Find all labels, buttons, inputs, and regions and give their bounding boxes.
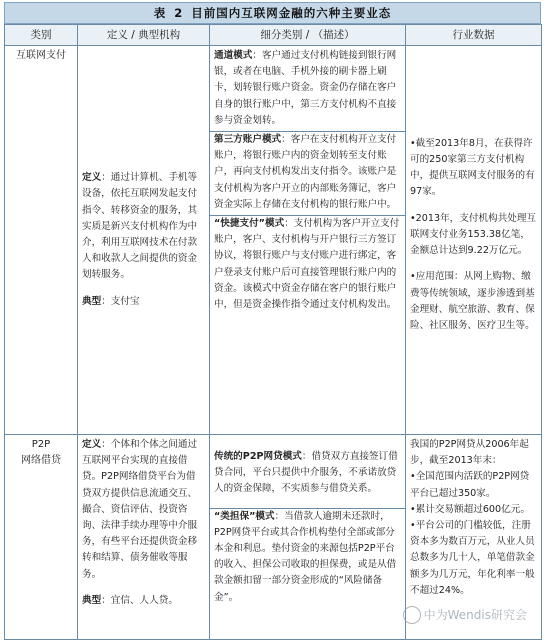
list-item: 传统的P2P网贷模式：借贷双方直接签订借贷合同，平台只提供中介服务，不承诺放贷人的资金保障，不实质参与借贷关系。 <box>210 437 405 509</box>
watermark <box>403 606 527 625</box>
document-page <box>4 2 541 638</box>
watermark-logo-icon <box>403 606 421 624</box>
data-item: •2013年，支付机构共处理互联网支付业务153.38亿笔，金额总计达到9.22万亿元。 <box>410 212 537 257</box>
list-item: 第三方账户模式：客户在支付机构开立支付账户，将银行账户内的资金划转至支付账户，再向支付机构发出支付指令。该账户是支付机构为客户开立的内部账务簿记，客户资金实际上存储在支付机构的银行账户中。 <box>210 132 405 216</box>
list-item: “类担保”模式：当借款人逾期未还款时，P2P网贷平台或其合作机构垫付全部或部分本金和利息。垫付资金的来源包括P2P平台的收入、担保公司收取的担保费，或是从借款金额扣留一部分资金形成的“风险储备金”。 <box>214 510 397 603</box>
header-subcategory: 细分类别 / （描述） <box>210 25 406 46</box>
data-item: •平台公司的门槛较低，注册资本多为数百万元，从业人员总数多为几十人，单笔借款金额多为几万元，年化利率一般不超过24%。 <box>410 520 535 596</box>
list-item: 通道模式：客户通过支付机构链接到银行网银，或者在电脑、手机外接的刷卡器上刷卡，划转银行账户资金。资金仍存储在客户自身的银行账户中，第三方支付机构不直接参与资金划转。 <box>210 48 405 132</box>
header-row <box>5 25 542 46</box>
typical-text: 典型：宜信、人人贷。 <box>82 594 178 606</box>
title-number: 2 <box>174 6 184 20</box>
category-name-line1: P2P <box>31 439 51 450</box>
definition-cell <box>78 46 210 435</box>
data-item: •截至2013年8月，在获得许可的250家第三方支付机构中，提供互联网支付服务的有97家。 <box>410 137 535 198</box>
header-definition: 定义 / 典型机构 <box>78 25 210 46</box>
category-name-line2: 网络借贷 <box>21 455 61 467</box>
data-item: 我国的P2P网贷从2006年起步，截至2013年末： <box>410 439 529 467</box>
definition-cell <box>78 435 210 640</box>
data-item: •累计交易额超过600亿元。 <box>410 503 530 515</box>
title-text: 目前国内互联网金融的六种主要业态 <box>191 6 392 20</box>
subcategory-cell <box>210 435 406 640</box>
category-name: 互联网支付 <box>16 50 66 61</box>
category-cell <box>5 46 78 435</box>
watermark-text: 中为Wendis研究会 <box>423 607 527 622</box>
header-category: 类别 <box>5 25 78 46</box>
definition-text: 定义：个体和个体之间通过互联网平台实现的直接借贷。P2P网络借贷平台为借贷双方提供信息流通交互、撮合、资信评估、投资咨询、法律手续办理等中介服务，有些平台还提供资金移转和结算、债务催收等服务。 <box>82 439 198 580</box>
data-item: •全国范围内活跃的P2P网贷平台已超过350家。 <box>410 471 530 499</box>
list-item: “快捷支付”模式：支付机构为客户开立支付账户，客户、支付机构与开户银行三方签订协议，将银行账户与支付账户进行绑定，客户登录支付账户后可直接管理银行账户内的资金。该模式中资金存储在客户的银行账户中，但是资金操作指令通过支付机构发出。 <box>214 218 400 311</box>
header-industry-data: 行业数据 <box>406 25 542 46</box>
typical-text: 典型：支付宝 <box>82 295 140 307</box>
table-title <box>4 2 541 24</box>
subcategory-cell <box>210 46 406 435</box>
table-row <box>5 46 542 435</box>
title-label: 表 <box>153 6 167 20</box>
industry-data-cell <box>406 46 542 435</box>
category-cell <box>5 435 78 640</box>
data-item: •应用范围：从网上购物、缴费等传统领域，逐步渗透到基金理财、航空旅游、教育、保险、社区服务、医疗卫生等。 <box>410 271 535 331</box>
definition-text: 定义：通过计算机、手机等设备，依托互联网发起支付指令、转移资金的服务，其实质是新兴支付机构作为中介，利用互联网技术在付款人和收款人之间提供的资金划转服务。 <box>82 172 198 281</box>
business-forms-table <box>4 24 542 640</box>
